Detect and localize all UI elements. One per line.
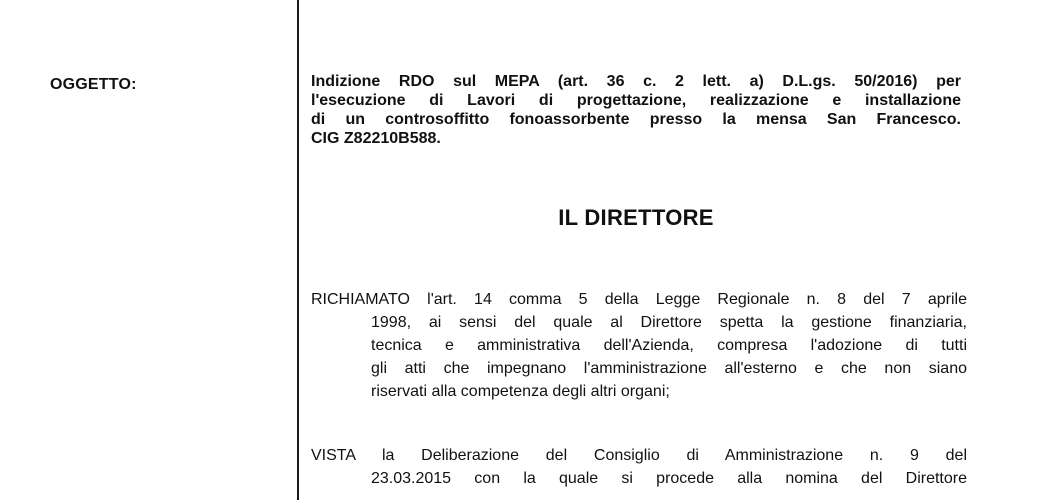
subject-line: di un controsoffitto fonoassorbente presso la mensa San Francesco.: [311, 111, 961, 128]
paragraph-line: VISTA la Deliberazione del Consiglio di Amministrazione n. 9 del: [311, 447, 967, 464]
section-title: IL DIRETTORE: [558, 205, 714, 230]
paragraph-line: tecnica e amministrativa dell'Azienda, compresa l'adozione di tutti: [371, 337, 967, 354]
column-divider: [297, 0, 299, 500]
subject-label: OGGETTO:: [50, 76, 137, 93]
paragraph-richiamato: [311, 288, 967, 403]
subject-line: Indizione RDO sul MEPA (art. 36 c. 2 lett. a) D.L.gs. 50/2016) per: [311, 73, 961, 90]
subject-line: l'esecuzione di Lavori di progettazione, realizzazione e installazione: [311, 92, 961, 109]
paragraph-line: gli atti che impegnano l'amministrazione all'esterno e che non siano: [371, 360, 967, 377]
paragraph-line: 1998, ai sensi del quale al Direttore spetta la gestione finanziaria,: [371, 314, 967, 331]
paragraph-vista: [311, 444, 967, 490]
subject-line: CIG Z82210B588.: [311, 130, 441, 147]
paragraph-line: 23.03.2015 con la quale si procede alla nomina del Direttore: [371, 470, 967, 487]
paragraph-line: riservati alla competenza degli altri organi;: [371, 383, 670, 400]
paragraph-line: RICHIAMATO l'art. 14 comma 5 della Legge Regionale n. 8 del 7 aprile: [311, 291, 967, 308]
subject-text: [311, 72, 961, 148]
